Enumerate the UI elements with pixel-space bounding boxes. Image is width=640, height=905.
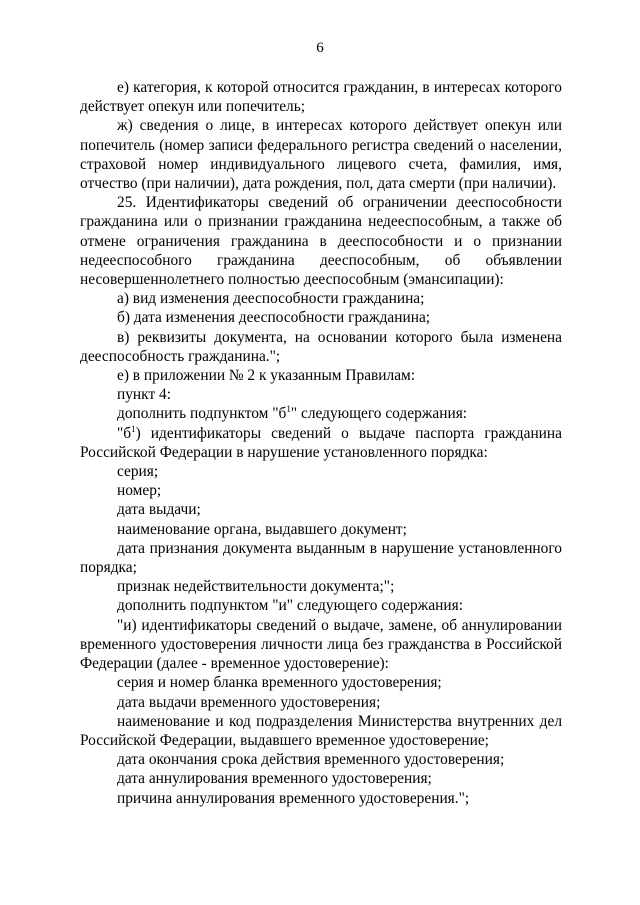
paragraph-25-identifiers: 25. Идентификаторы сведений об ограничении дееспособности гражданина или о признании гражданина недееспособным, а также об отмене ограничения гражданина в дееспособности и о признании недееспособного гражданина дееспособным, об объявлении несовершеннолетнего полностью дееспособным (эмансипации): [80, 194, 562, 289]
list-item-issue-date: дата выдачи; [117, 501, 201, 519]
paragraph-subpoint-b1-passport [80, 424, 562, 462]
paragraph-add-subpoint-b1-before: дополнить подпунктом "б [117, 405, 287, 423]
list-item-expiry-date: дата окончания срока действия временного удостоверения; [117, 751, 505, 769]
paragraph-a-change-type: а) вид изменения дееспособности гражданина; [117, 290, 425, 308]
list-item-mvd-unit: наименование и код подразделения Министерства внутренних дел Российской Федерации, выдавшего временное удостоверение; [80, 712, 562, 749]
list-item-blank-series-number: серия и номер бланка временного удостоверения; [117, 674, 442, 692]
paragraph-add-subpoint-i: дополнить подпунктом "и" следующего содержания: [117, 597, 463, 615]
paragraph-appendix-2: е) в приложении № 2 к указанным Правилам: [117, 367, 416, 385]
paragraph-e-category: е) категория, к которой относится гражданин, в интересах которого действует опекун или попечитель; [80, 79, 562, 116]
list-item-annulment-date: дата аннулирования временного удостоверения; [117, 770, 432, 788]
list-item-invalidity-flag: признак недействительности документа;"; [117, 578, 395, 596]
paragraph-add-subpoint-b1-after: " следующего содержания: [290, 405, 468, 423]
paragraph-subpoint-i-temporary-id: "и) идентификаторы сведений о выдаче, замене, об аннулировании временного удостоверения личности лица без гражданства в Российской Федерации (далее - временное удостоверение): [80, 616, 562, 673]
paragraph-subpoint-b1-before: "б [117, 424, 132, 442]
list-item-number: номер; [117, 482, 162, 500]
paragraph-subpoint-b1-after: ) идентификаторы сведений о выдаче паспорта гражданина Российской Федерации в нарушение установленного порядка: [80, 424, 562, 461]
superscript-1: 1 [131, 423, 136, 434]
list-item-issuing-authority: наименование органа, выдавшего документ; [117, 520, 407, 538]
superscript-1: 1 [286, 404, 291, 415]
paragraph-point-4: пункт 4: [117, 386, 171, 404]
list-item-violation-date: дата признания документа выданным в нарушение установленного порядка; [80, 539, 562, 577]
list-item-temp-issue-date: дата выдачи временного удостоверения; [117, 693, 381, 711]
document-body [80, 78, 562, 808]
list-item-series: серия; [117, 463, 159, 481]
paragraph-add-subpoint-b1 [80, 404, 562, 423]
list-item-annulment-reason: причина аннулирования временного удостоверения."; [117, 789, 470, 807]
paragraph-v-document-details: в) реквизиты документа, на основании которого была изменена дееспособность гражданина."; [80, 328, 562, 365]
paragraph-zh-person-info: ж) сведения о лице, в интересах которого действует опекун или попечитель (номер записи федерального регистра сведений о населении, страховой номер индивидуального лицевого счета, фамилия, имя, отчество (при наличии), дата рождения, пол, дата смерти (при наличии). [80, 117, 562, 193]
page-number: 6 [316, 40, 324, 56]
paragraph-b-change-date: б) дата изменения дееспособности гражданина; [117, 309, 431, 327]
